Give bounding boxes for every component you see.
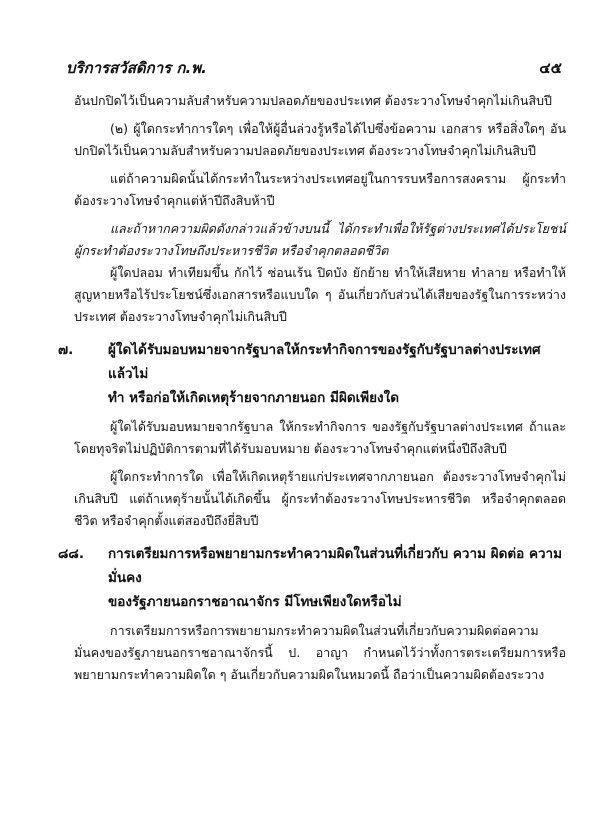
section-8-heading-cont [58, 590, 566, 614]
page-body [58, 90, 566, 686]
section-7-number: ๗. [58, 342, 74, 358]
section-7-heading-line1: ผู้ใดได้รับมอบหมายจากรัฐบาลให้กระทำกิจการของรัฐกับรัฐบาลต่างประเทศ แล้วไม่ [108, 342, 541, 382]
section-7 [58, 338, 566, 532]
section-7-heading-cont [58, 386, 566, 410]
page-number: ๔๕ [539, 59, 562, 77]
section-8-paragraph-1: การเตรียมการหรือการพยายามกระทำความผิดในส่วนที่เกี่ยวกับความผิดต่อความมั่นคงของรัฐภายนอกราชอาณาจักรนี้ ป. อาญา กำหนดไว้ว่าทั้งการตระเตรียมการหรือพยายามกระทำความผิดใด ๆ อันเกี่ยวกับความผิดในหมวดนี้ ถือว่าเป็นความผิดต้องระวาง [74, 623, 566, 682]
section-8-heading [58, 542, 566, 590]
section-8 [58, 542, 566, 686]
section-7-heading [58, 338, 566, 386]
section-7-paragraph-1: ผู้ใดได้รับมอบหมายจากรัฐบาล ให้กระทำกิจการ ของรัฐกับรัฐบาลต่างประเทศ ถ้าและโดยทุจริตไม่ปฏิบัติการตามที่ได้รับมอบหมาย ต้องระวางโทษจำคุกแต่หนึ่งปีถึงสิบปี [74, 419, 566, 456]
paragraph-item-2: (๒) ผู้ใดกระทำการใดๆ เพื่อให้ผู้อื่นล่วงรู้หรือได้ไปซึ่งข้อความ เอกสาร หรือสิ่งใดๆ อันปกปิดไว้เป็นความลับสำหรับความปลอดภัยของประเทศ ต้องระวางโทษจำคุกไม่เกินสิบปี [74, 121, 566, 158]
paragraph-foreign-benefit: และถ้าหากความผิดดังกล่าวแล้วข้างบนนี้ ได้กระทำเพื่อให้รัฐต่างประเทศได้ประโยชน์ ผู้กระทำต้องระวางโทษถึงประหารชีวิต หรือจำคุกตลอดชีวิต [74, 221, 566, 258]
section-7-heading-line2: ทำ หรือก่อให้เกิดเหตุร้ายจากภายนอก มีผิดเพียงใด [108, 390, 400, 406]
running-title: บริการสวัสดิการ ก.พ. [66, 59, 207, 77]
section-8-heading-line2: ของรัฐภายนอกราชอาณาจักร มีโทษเพียงใดหรือไม่ [108, 594, 402, 610]
section-8-heading-line1: การเตรียมการหรือพยายามกระทำความผิดในส่วนที่เกี่ยวกับ ความ ผิดต่อ ความมั่นคง [108, 546, 563, 586]
paragraph-continued: อันปกปิดไว้เป็นความลับสำหรับความปลอดภัยของประเทศ ต้องระวางโทษจำคุกไม่เกินสิบปี [74, 93, 552, 108]
section-8-number: ๘๘. [58, 546, 84, 562]
paragraph-document-forgery: ผู้ใดปลอม ทำเทียมขึ้น กักไว้ ซ่อนเร้น ปิดบัง ยักย้าย ทำให้เสียหาย ทำลาย หรือทำให้สูญหายหรือไร้ประโยชน์ซึ่งเอกสารหรือแบบใด ๆ อันเกี่ยวกับส่วนได้เสียของรัฐในการระหว่างประเทศ ต้องระวางโทษจำคุกไม่เกินสิบปี [74, 265, 566, 324]
section-7-paragraph-2: ผู้ใดกระทำการใด เพื่อให้เกิดเหตุร้ายแก่ประเทศจากภายนอก ต้องระวางโทษจำคุกไม่เกินสิบปี แต่ถ้าเหตุร้ายนั้นได้เกิดขึ้น ผู้กระทำต้องระวางโทษประหารชีวิต หรือจำคุกตลอดชีวิต หรือจำคุกตั้งแต่สองปีถึงยี่สิบปี [74, 469, 566, 528]
page-header [66, 56, 562, 80]
paragraph-war-clause: แต่ถ้าความผิดนั้นได้กระทำในระหว่างประเทศอยู่ในการรบหรือการสงคราม ผู้กระทำต้องระวางโทษจำคุกแต่ห้าปีถึงสิบห้าปี [74, 171, 566, 208]
